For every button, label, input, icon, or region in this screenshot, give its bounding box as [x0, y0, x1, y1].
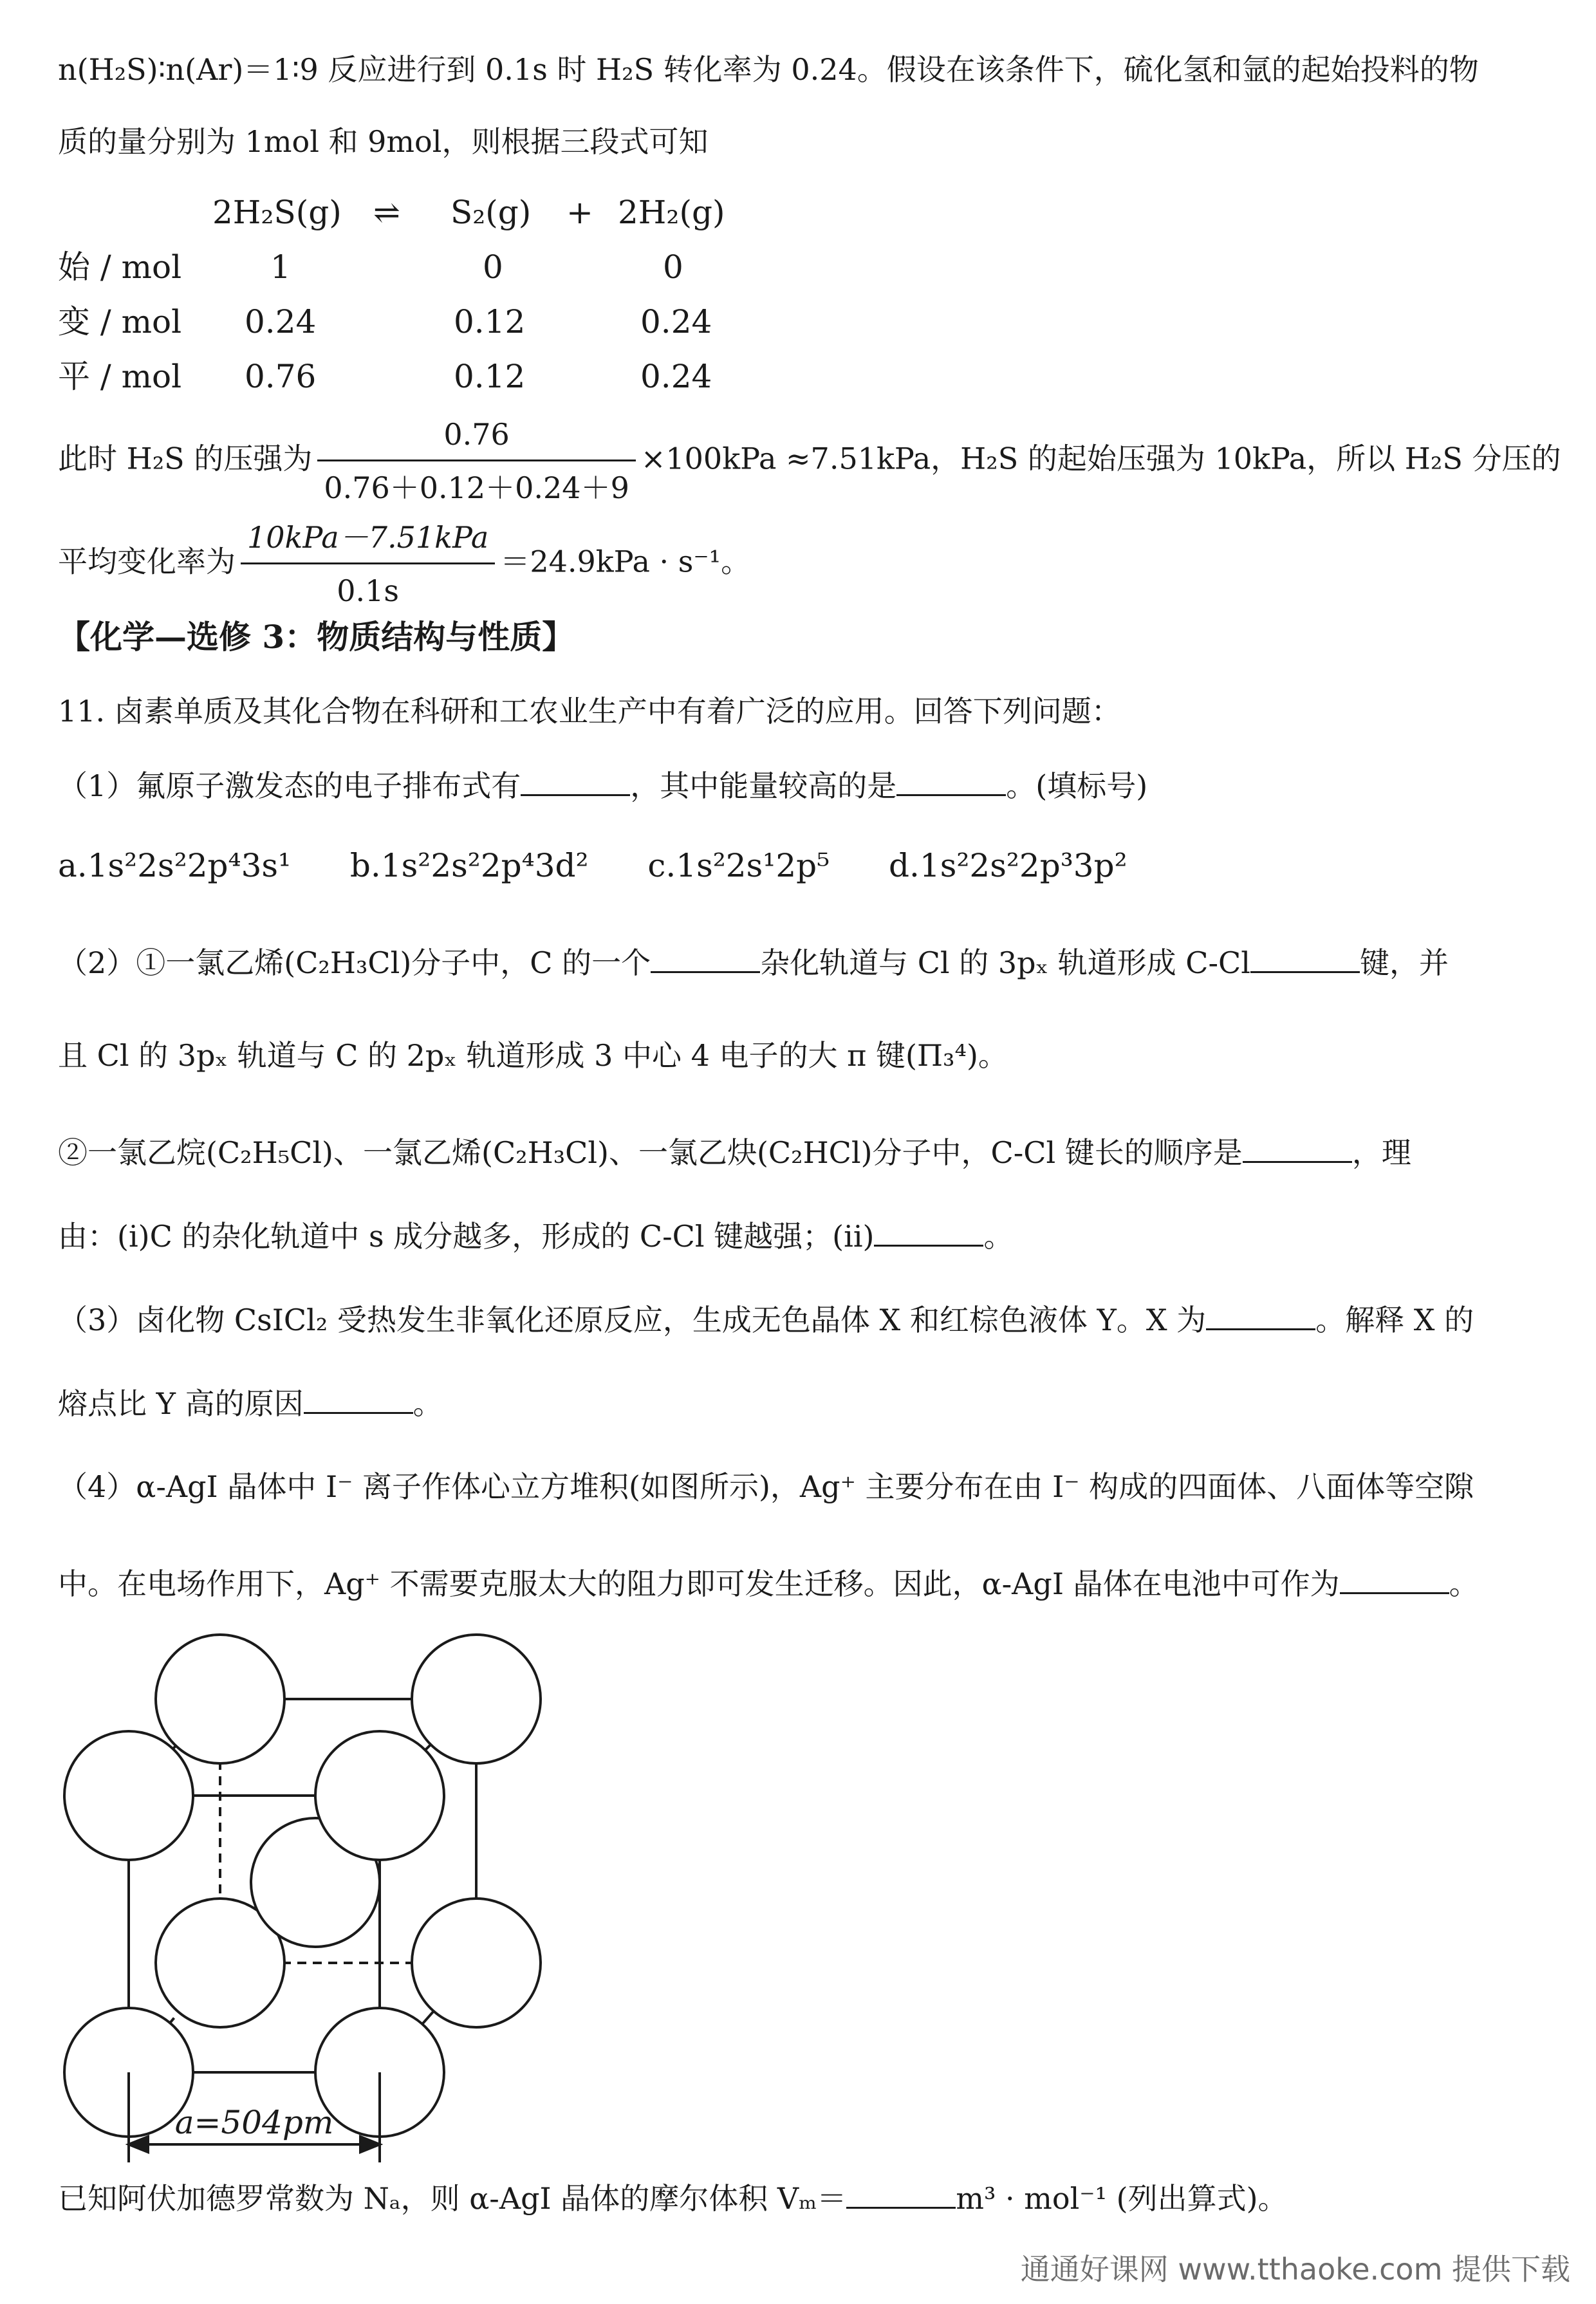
- equilibrium-arrow: ⇌: [373, 194, 400, 231]
- section-title: 【化学—选修 3：物质结构与性质】: [58, 618, 575, 656]
- fraction-numerator: 0.76: [443, 417, 510, 452]
- q11-part-2-reason: [58, 1216, 1013, 1256]
- cell: 0.12: [454, 303, 526, 340]
- text: 。解释 X 的: [1315, 1303, 1474, 1337]
- answer-blank[interactable]: [1250, 943, 1360, 973]
- q11-part-3-line-2: [58, 1384, 443, 1423]
- answer-blank[interactable]: [521, 766, 630, 796]
- iodide-ion-front-top-left: [64, 1731, 193, 1860]
- product-2: 2H₂(g): [618, 194, 725, 231]
- fraction-denominator: 0.1s: [241, 562, 495, 613]
- question-11-stem: 11. 卤素单质及其化合物在科研和工农业生产中有着广泛的应用。回答下列问题：: [58, 694, 1121, 729]
- q11-part-3-line-1: [58, 1300, 1474, 1339]
- cell: 0.12: [454, 358, 526, 395]
- pressure-line: [58, 412, 1561, 510]
- answer-blank[interactable]: [846, 2179, 956, 2209]
- answer-blank[interactable]: [304, 1384, 413, 1414]
- text: ②一氯乙烷(C₂H₅Cl)、一氯乙烯(C₂H₃Cl)、一氯乙炔(C₂HCl)分子中，C-Cl 键长的顺序是: [58, 1135, 1243, 1170]
- product-1: S₂(g): [450, 194, 532, 231]
- rate-post: ＝24.9kPa · s⁻¹。: [500, 544, 751, 579]
- text: 由：(i)C 的杂化轨道中 s 成分越多，形成的 C-Cl 键越强；(ii): [58, 1219, 875, 1254]
- iodide-ion-back-top-right: [412, 1635, 541, 1763]
- text: 。: [413, 1386, 443, 1421]
- intro-line-2: 质的量分别为 1mol 和 9mol，则根据三段式可知: [58, 124, 709, 159]
- q11-part-4-line-1: （4）α-AgI 晶体中 I⁻ 离子作体心立方堆积(如图所示)，Ag⁺ 主要分布在由 I⁻ 构成的四面体、八面体等空隙: [58, 1469, 1474, 1504]
- watermark-text: 通通好课网 www.tthaoke.com 提供下载: [1020, 2252, 1570, 2287]
- answer-blank[interactable]: [1243, 1133, 1352, 1163]
- row-label: 变 / mol: [58, 303, 182, 340]
- text: 。(填标号): [1006, 768, 1148, 803]
- q11-part-4-line-2: [58, 1564, 1479, 1603]
- text: 已知阿伏加德罗常数为 Nₐ，则 α-AgI 晶体的摩尔体积 Vₘ＝: [58, 2181, 847, 2216]
- q11-part-1: [58, 766, 1147, 805]
- text: m³ · mol⁻¹ (列出算式)。: [956, 2181, 1288, 2216]
- intro-line-1: n(H₂S)∶n(Ar)＝1∶9 反应进行到 0.1s 时 H₂S 转化率为 0.24。假设在该条件下，硫化氢和氩的起始投料的物: [58, 52, 1479, 87]
- pressure-post: ×100kPa ≈7.51kPa，H₂S 的起始压强为 10kPa，所以 H₂S 分压的: [640, 441, 1561, 476]
- text: 熔点比 Y 高的原因: [58, 1386, 304, 1421]
- iodide-ion-back-bottom-right: [412, 1899, 541, 2027]
- iodide-ion-back-top-left: [156, 1635, 284, 1763]
- text: 。: [983, 1219, 1014, 1254]
- answer-blank[interactable]: [1206, 1300, 1315, 1330]
- pressure-pre: 此时 H₂S 的压强为: [58, 441, 313, 476]
- answer-blank[interactable]: [874, 1216, 983, 1247]
- text: 键，并: [1359, 945, 1449, 980]
- text: 杂化轨道与 Cl 的 3pₓ 轨道形成 C-Cl: [760, 945, 1250, 980]
- bcc-crystal-figure: [51, 1628, 566, 2162]
- row-label: 始 / mol: [58, 248, 182, 286]
- q11-part-2-line-1: [58, 943, 1449, 982]
- text: 。: [1449, 1566, 1479, 1601]
- text: ，其中能量较高的是: [630, 768, 897, 803]
- rate-line: [58, 515, 750, 613]
- lattice-constant-label: a=504pm: [174, 2104, 334, 2141]
- q11-part-4-molar-volume: [58, 2179, 1288, 2218]
- answer-blank[interactable]: [896, 766, 1006, 796]
- text: ，理: [1351, 1135, 1411, 1170]
- pressure-fraction: [317, 412, 636, 510]
- option-b: b.1s²2s²2p⁴3d²: [349, 847, 589, 884]
- plus-sign: +: [566, 194, 593, 231]
- text: 中。在电场作用下，Ag⁺ 不需要克服太大的阻力即可发生迁移。因此，α-AgI 晶体在电池中可作为: [58, 1566, 1340, 1601]
- rate-fraction: [241, 515, 495, 613]
- row-label: 平 / mol: [58, 358, 182, 395]
- fraction-numerator: 10kPa－7.51kPa: [247, 520, 489, 555]
- answer-blank[interactable]: [651, 943, 760, 973]
- option-c: c.1s²2s¹2p⁵: [647, 847, 830, 884]
- cell: 0: [483, 248, 503, 286]
- fraction-denominator: 0.76＋0.12＋0.24＋9: [317, 460, 636, 510]
- cell: 0.24: [245, 303, 317, 340]
- cell: 0: [663, 248, 683, 286]
- cell: 1: [270, 248, 291, 286]
- option-a: a.1s²2s²2p⁴3s¹: [58, 847, 292, 884]
- q11-part-2-line-2: 且 Cl 的 3pₓ 轨道与 C 的 2pₓ 轨道形成 3 中心 4 电子的大 π 键(Π₃⁴)。: [58, 1038, 1008, 1073]
- iodide-ion-front-top-right: [315, 1731, 444, 1860]
- cell: 0.24: [640, 358, 712, 395]
- text: （1）氟原子激发态的电子排布式有: [58, 768, 521, 803]
- text: （3）卤化物 CsICl₂ 受热发生非氧化还原反应，生成无色晶体 X 和红棕色液体 Y。X 为: [58, 1303, 1207, 1337]
- text: （2）①一氯乙烯(C₂H₃Cl)分子中，C 的一个: [58, 945, 651, 980]
- reactant: 2H₂S(g): [212, 194, 342, 231]
- cell: 0.76: [245, 358, 317, 395]
- q11-options: [58, 846, 1127, 885]
- cell: 0.24: [640, 303, 712, 340]
- rate-pre: 平均变化率为: [58, 544, 236, 579]
- option-d: d.1s²2s²2p³3p²: [889, 847, 1127, 884]
- q11-part-2-sub-2: [58, 1133, 1411, 1172]
- answer-blank[interactable]: [1340, 1564, 1449, 1594]
